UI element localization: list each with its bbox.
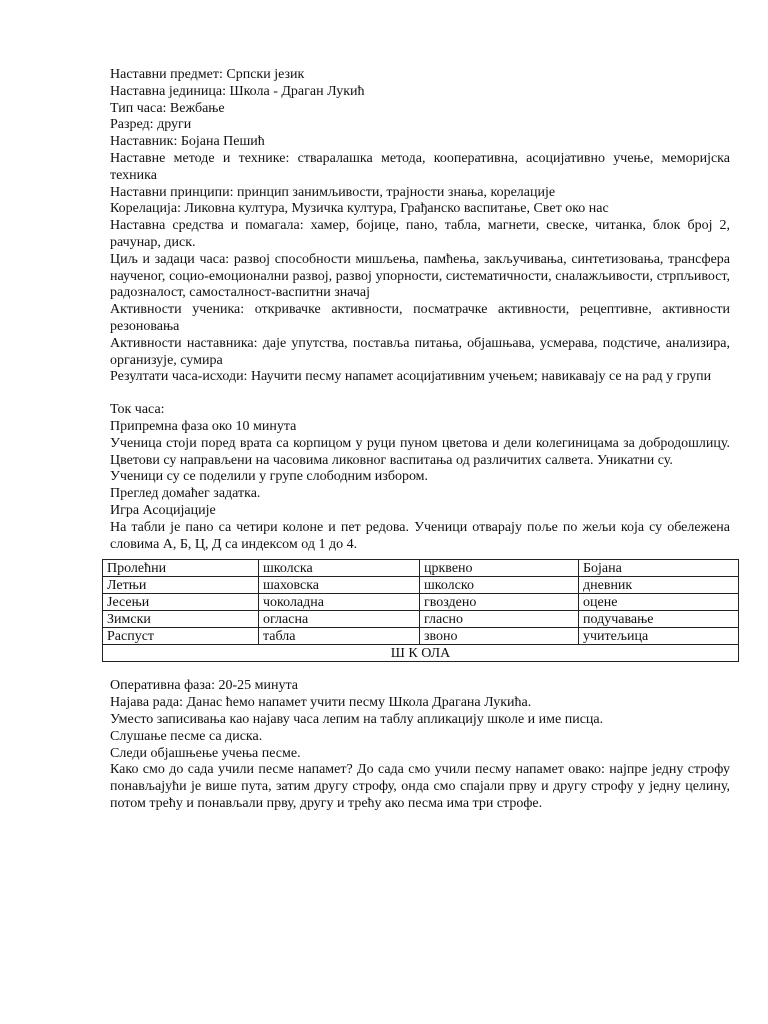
lesson-type-line: Тип часа: Вежбање <box>110 100 225 116</box>
table-cell: огласна <box>259 611 420 628</box>
listen-line: Слушање песме са диска. <box>110 728 263 744</box>
table-cell: подучавање <box>579 611 739 628</box>
teacher-line: Наставник: Бојана Пешић <box>110 134 265 150</box>
principles-line: Наставни принципи: принцип занимљивости, трајности знања, корелације <box>110 184 556 200</box>
announce-paragraph: Најава рада: Данас ћемо напамет учити песму Школа Драгана Лукића. <box>110 695 532 711</box>
association-game-heading: Игра Асоцијације <box>110 502 216 518</box>
table-cell: чоколадна <box>259 594 420 611</box>
spacer <box>110 386 730 402</box>
instead-paragraph: Уместо записивања као најаву часа лепим на таблу апликацију школе и име писца. <box>110 711 604 727</box>
subject-line: Наставни предмет: Српски језик <box>110 67 305 82</box>
table-cell: гласно <box>420 611 579 628</box>
table-cell: школско <box>420 577 579 594</box>
table-row <box>103 577 739 594</box>
flow-title: Ток часа: <box>110 402 165 418</box>
student-activities-paragraph: Активности ученика: откривачке активности, посматрачке активности, рецептивне, активности резоновања <box>110 302 730 334</box>
correlation-line: Корелација: Ликовна култура, Музичка култура, Грађанско васпитање, Свет око нас <box>110 201 609 217</box>
outcomes-paragraph: Резултати часа-исходи: Научити песму напамет асоцијативним учењем; навикавају се на рад у групи <box>110 369 712 385</box>
table-cell: Пролећни <box>103 560 259 577</box>
flow-paragraph-3: Преглед домаћег задатка. <box>110 486 261 502</box>
table-row <box>103 611 739 628</box>
table-cell: шаховска <box>259 577 420 594</box>
table-row <box>103 594 739 611</box>
how-paragraph: Како смо до сада учили песме напамет? До сада смо учили песму напамет овако: најпре једну строфу понављајући је више пута, затим другу строфу, онда смо спајали прву и другу строфу у једну целину, потом трећу и понављали прву, другу и трећу ако песма има три строфе. <box>110 762 730 811</box>
flow-paragraph-1: Ученица стоји поред врата са корпицом у руци пуном цветова и дели колегиницама за добродошлицу. Цветови су направљени на часовима ликовног васпитања од различитих салвета. Уникатни су. <box>110 435 730 468</box>
table-cell: Бојана <box>579 560 739 577</box>
teacher-activities-paragraph: Активности наставника: даје упутства, поставља питања, објашњава, усмерава, подстиче, анализира, организује, сумира <box>110 335 730 368</box>
explain-line: Следи објашњење учења песме. <box>110 745 301 761</box>
table-row <box>103 628 739 645</box>
table-cell: табла <box>259 628 420 645</box>
table-cell: гвоздено <box>420 594 579 611</box>
table-row <box>103 560 739 577</box>
table-cell: оцене <box>579 594 739 611</box>
grade-line: Разред: други <box>110 117 192 133</box>
operative-phase-heading: Оперативна фаза: 20-25 минута <box>110 678 299 694</box>
table-cell: Распуст <box>103 628 259 645</box>
lesson-plan-document <box>107 67 730 813</box>
table-cell: звоно <box>420 628 579 645</box>
table-cell: Зимски <box>103 611 259 628</box>
table-cell: дневник <box>579 577 739 594</box>
table-cell: учитељица <box>579 628 739 645</box>
table-solution-row <box>103 645 739 662</box>
unit-line: Наставна јединица: Школа - Драган Лукић <box>110 83 365 99</box>
table-cell: Јесењи <box>103 594 259 611</box>
table-cell: црквено <box>420 560 579 577</box>
flow-paragraph-2: Ученици су се поделили у групе слободним избором. <box>110 469 429 485</box>
table-cell: школска <box>259 560 420 577</box>
goals-paragraph: Циљ и задаци часа: развој способности мишљења, памћења, закључивања, синтетизовања, трансфера наученог, социо-емоционални развој, развој упорности, систематичности, сналажљивости, стрпљивост, радозналост, самосталност-васпитни значај <box>110 251 730 301</box>
association-table <box>102 559 739 662</box>
methods-paragraph: Наставне методе и технике: стваралашка метода, кооперативна, асоцијативно учење, меморијска техника <box>110 150 730 183</box>
flow-paragraph-5: На табли је пано са четири колоне и пет редова. Ученици отварају поље по жељи која су обележена словима А, Б, Ц, Д са индексом од 1 до 4. <box>110 519 730 552</box>
table-cell: Летњи <box>103 577 259 594</box>
prep-phase-heading: Припремна фаза око 10 минута <box>110 418 297 434</box>
materials-paragraph: Наставна средства и помагала: хамер, бојице, пано, табла, магнети, свеске, читанка, блок број 2, рачунар, диск. <box>110 218 730 250</box>
table-solution-cell: Ш К ОЛА <box>103 645 739 662</box>
